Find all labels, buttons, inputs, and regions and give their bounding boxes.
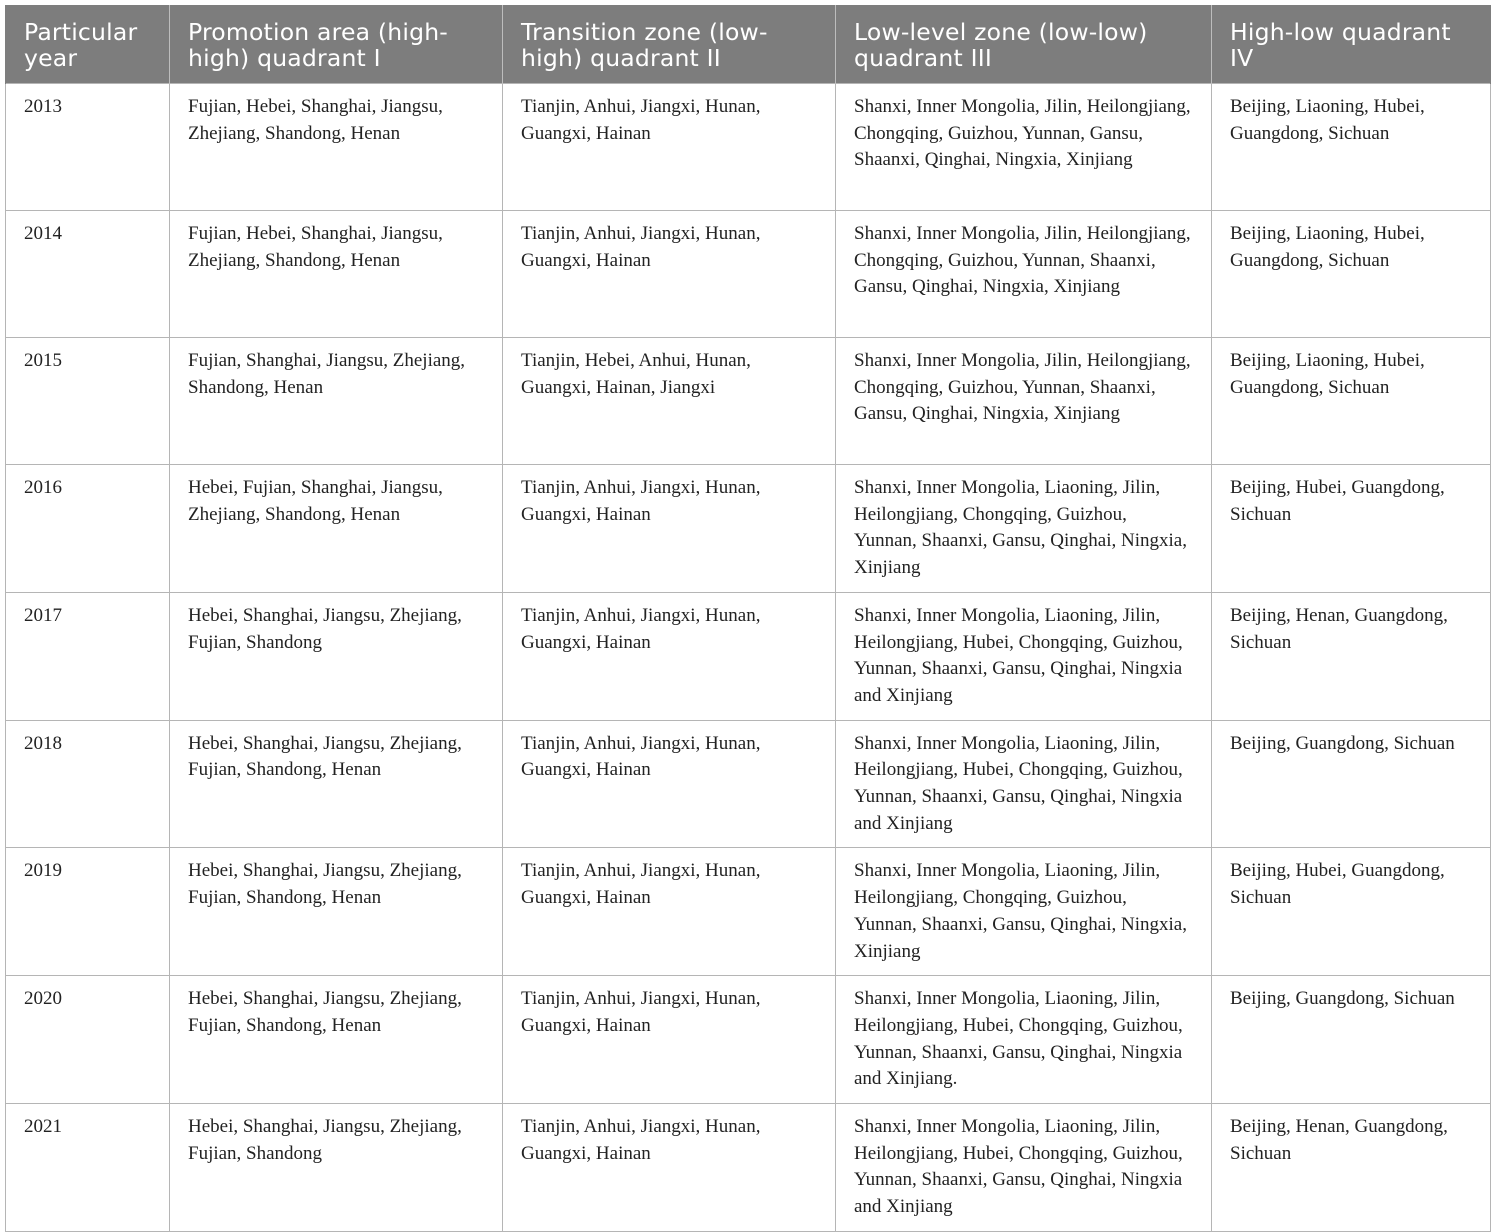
cell-quadrant-1: Hebei, Shanghai, Jiangsu, Zhejiang, Fujian, Shandong, Henan [170,720,503,848]
header-row [6,5,1491,84]
cell-year: 2021 [6,1104,170,1232]
cell-quadrant-4: Beijing, Liaoning, Hubei, Guangdong, Sichuan [1212,84,1491,211]
cell-year: 2014 [6,211,170,338]
cell-quadrant-4: Beijing, Hubei, Guangdong, Sichuan [1212,465,1491,593]
table-row [6,720,1491,848]
cell-quadrant-3: Shanxi, Inner Mongolia, Liaoning, Jilin, Heilongjiang, Hubei, Chongqing, Guizhou, Yunnan, Shaanxi, Gansu, Qinghai, Ningxia and Xinjiang [836,720,1212,848]
table-row [6,592,1491,720]
cell-quadrant-4: Beijing, Liaoning, Hubei, Guangdong, Sichuan [1212,338,1491,465]
cell-quadrant-1: Hebei, Shanghai, Jiangsu, Zhejiang, Fujian, Shandong, Henan [170,848,503,976]
cell-quadrant-1: Hebei, Shanghai, Jiangsu, Zhejiang, Fujian, Shandong, Henan [170,976,503,1104]
cell-quadrant-2: Tianjin, Hebei, Anhui, Hunan, Guangxi, Hainan, Jiangxi [503,338,836,465]
cell-quadrant-3: Shanxi, Inner Mongolia, Liaoning, Jilin, Heilongjiang, Chongqing, Guizhou, Yunnan, Shaanxi, Gansu, Qinghai, Ningxia, Xinjiang [836,465,1212,593]
table-row [6,1104,1491,1232]
table-row [6,848,1491,976]
cell-year: 2020 [6,976,170,1104]
cell-quadrant-4: Beijing, Liaoning, Hubei, Guangdong, Sichuan [1212,211,1491,338]
cell-quadrant-2: Tianjin, Anhui, Jiangxi, Hunan, Guangxi, Hainan [503,211,836,338]
header-quadrant-1: Promotion area (high-high) quadrant I [170,5,503,84]
cell-quadrant-1: Hebei, Shanghai, Jiangsu, Zhejiang, Fujian, Shandong [170,1104,503,1232]
cell-quadrant-3: Shanxi, Inner Mongolia, Jilin, Heilongjiang, Chongqing, Guizhou, Yunnan, Shaanxi, Gansu, Qinghai, Ningxia, Xinjiang [836,211,1212,338]
cell-quadrant-3: Shanxi, Inner Mongolia, Liaoning, Jilin, Heilongjiang, Hubei, Chongqing, Guizhou, Yunnan, Shaanxi, Gansu, Qinghai, Ningxia and Xinjiang [836,1104,1212,1232]
header-quadrant-4: High-low quadrant IV [1212,5,1491,84]
cell-quadrant-4: Beijing, Henan, Guangdong, Sichuan [1212,592,1491,720]
cell-quadrant-3: Shanxi, Inner Mongolia, Jilin, Heilongjiang, Chongqing, Guizhou, Yunnan, Shaanxi, Gansu, Qinghai, Ningxia, Xinjiang [836,338,1212,465]
cell-year: 2018 [6,720,170,848]
cell-quadrant-2: Tianjin, Anhui, Jiangxi, Hunan, Guangxi, Hainan [503,1104,836,1232]
cell-quadrant-2: Tianjin, Anhui, Jiangxi, Hunan, Guangxi, Hainan [503,84,836,211]
header-quadrant-3: Low-level zone (low-low) quadrant III [836,5,1212,84]
cell-quadrant-4: Beijing, Hubei, Guangdong, Sichuan [1212,848,1491,976]
table-row [6,465,1491,593]
cell-year: 2013 [6,84,170,211]
quadrant-table-container [5,5,1490,1232]
cell-quadrant-4: Beijing, Guangdong, Sichuan [1212,720,1491,848]
table-row [6,976,1491,1104]
cell-quadrant-2: Tianjin, Anhui, Jiangxi, Hunan, Guangxi, Hainan [503,720,836,848]
cell-quadrant-3: Shanxi, Inner Mongolia, Jilin, Heilongjiang, Chongqing, Guizhou, Yunnan, Gansu, Shaanxi, Qinghai, Ningxia, Xinjiang [836,84,1212,211]
quadrant-table [5,5,1491,1232]
table-body [6,84,1491,1232]
cell-year: 2017 [6,592,170,720]
table-row [6,211,1491,338]
cell-quadrant-3: Shanxi, Inner Mongolia, Liaoning, Jilin, Heilongjiang, Chongqing, Guizhou, Yunnan, Shaanxi, Gansu, Qinghai, Ningxia, Xinjiang [836,848,1212,976]
cell-quadrant-2: Tianjin, Anhui, Jiangxi, Hunan, Guangxi, Hainan [503,465,836,593]
cell-quadrant-3: Shanxi, Inner Mongolia, Liaoning, Jilin, Heilongjiang, Hubei, Chongqing, Guizhou, Yunnan, Shaanxi, Gansu, Qinghai, Ningxia and Xinjiang. [836,976,1212,1104]
cell-quadrant-2: Tianjin, Anhui, Jiangxi, Hunan, Guangxi, Hainan [503,976,836,1104]
cell-quadrant-1: Fujian, Shanghai, Jiangsu, Zhejiang, Shandong, Henan [170,338,503,465]
table-row [6,84,1491,211]
cell-quadrant-3: Shanxi, Inner Mongolia, Liaoning, Jilin, Heilongjiang, Hubei, Chongqing, Guizhou, Yunnan, Shaanxi, Gansu, Qinghai, Ningxia and Xinjiang [836,592,1212,720]
table-row [6,338,1491,465]
cell-quadrant-1: Fujian, Hebei, Shanghai, Jiangsu, Zhejiang, Shandong, Henan [170,84,503,211]
cell-year: 2016 [6,465,170,593]
cell-year: 2019 [6,848,170,976]
cell-quadrant-4: Beijing, Guangdong, Sichuan [1212,976,1491,1104]
cell-quadrant-1: Fujian, Hebei, Shanghai, Jiangsu, Zhejiang, Shandong, Henan [170,211,503,338]
cell-quadrant-2: Tianjin, Anhui, Jiangxi, Hunan, Guangxi, Hainan [503,848,836,976]
header-quadrant-2: Transition zone (low-high) quadrant II [503,5,836,84]
table-header [6,5,1491,84]
cell-year: 2015 [6,338,170,465]
cell-quadrant-1: Hebei, Fujian, Shanghai, Jiangsu, Zhejiang, Shandong, Henan [170,465,503,593]
header-year: Particular year [6,5,170,84]
cell-quadrant-2: Tianjin, Anhui, Jiangxi, Hunan, Guangxi, Hainan [503,592,836,720]
cell-quadrant-4: Beijing, Henan, Guangdong, Sichuan [1212,1104,1491,1232]
cell-quadrant-1: Hebei, Shanghai, Jiangsu, Zhejiang, Fujian, Shandong [170,592,503,720]
